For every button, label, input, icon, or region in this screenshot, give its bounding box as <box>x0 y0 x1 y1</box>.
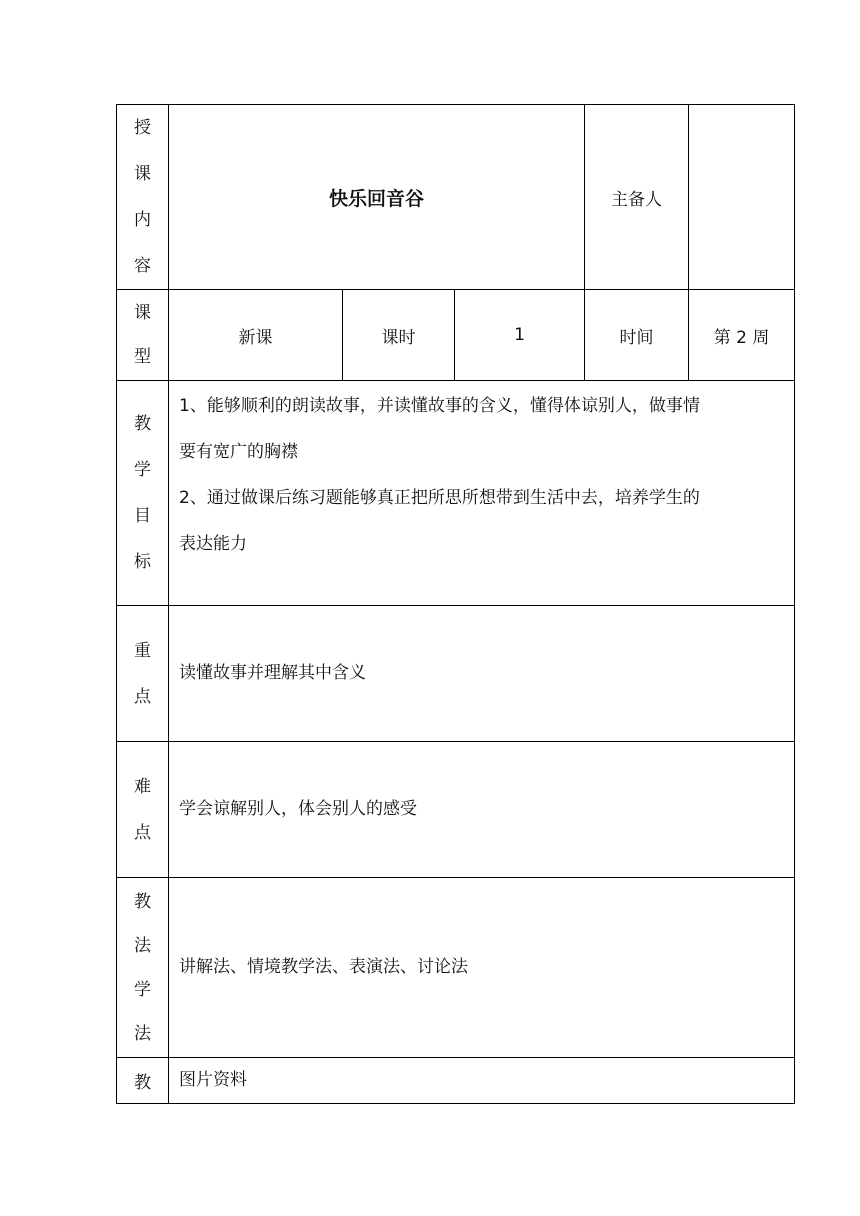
key-points-content: 读懂故事并理解其中含义 <box>169 606 795 742</box>
row-key-points <box>117 606 795 742</box>
label-char: 目 <box>134 506 151 526</box>
label-char: 法 <box>134 1023 151 1044</box>
label-char: 点 <box>134 686 151 707</box>
row-difficult-points <box>117 742 795 878</box>
label-char: 法 <box>134 935 151 956</box>
label-char: 授 <box>134 118 151 138</box>
label-char: 教 <box>134 1073 151 1093</box>
time-value: 第 2 周 <box>689 290 795 381</box>
lesson-title: 快乐回音谷 <box>329 187 425 210</box>
goal-line: 2、通过做课后练习题能够真正把所思所想带到生活中去，培养学生的 <box>179 488 700 508</box>
label-type <box>117 290 169 381</box>
row-type <box>117 290 795 381</box>
label-char: 难 <box>134 776 151 797</box>
label-char: 容 <box>134 256 151 276</box>
row-methods <box>117 878 795 1058</box>
time-label: 时间 <box>585 290 689 381</box>
methods-content: 讲解法、情境教学法、表演法、讨论法 <box>169 878 795 1058</box>
resources-content: 图片资料 <box>169 1058 795 1104</box>
lesson-title-cell <box>169 105 585 290</box>
period-value: 1 <box>455 290 585 381</box>
label-methods <box>117 878 169 1058</box>
row-goals <box>117 381 795 606</box>
label-char: 重 <box>134 640 151 661</box>
label-goals <box>117 381 169 606</box>
period-label: 课时 <box>343 290 455 381</box>
label-char: 型 <box>134 347 151 367</box>
lesson-plan-table <box>116 104 795 1104</box>
row-resources <box>117 1058 795 1104</box>
label-char: 教 <box>134 414 151 434</box>
label-char: 教 <box>134 891 151 912</box>
label-char: 学 <box>134 460 151 480</box>
label-resources <box>117 1058 169 1104</box>
goal-line: 表达能力 <box>179 534 247 554</box>
preparer-value <box>689 105 795 290</box>
type-value: 新课 <box>169 290 343 381</box>
label-char: 内 <box>134 210 151 230</box>
difficult-points-content: 学会谅解别人，体会别人的感受 <box>169 742 795 878</box>
row-content <box>117 105 795 290</box>
label-key-points <box>117 606 169 742</box>
label-char: 标 <box>134 552 151 572</box>
label-content <box>117 105 169 290</box>
goal-line: 1、能够顺利的朗读故事，并读懂故事的含义，懂得体谅别人，做事情 <box>179 396 700 416</box>
preparer-label: 主备人 <box>585 105 689 290</box>
label-char: 课 <box>134 164 151 184</box>
goal-line: 要有宽广的胸襟 <box>179 442 298 462</box>
label-char: 学 <box>134 979 151 1000</box>
label-difficult-points <box>117 742 169 878</box>
label-char: 课 <box>134 303 151 323</box>
goals-content <box>169 381 795 606</box>
label-char: 点 <box>134 822 151 843</box>
